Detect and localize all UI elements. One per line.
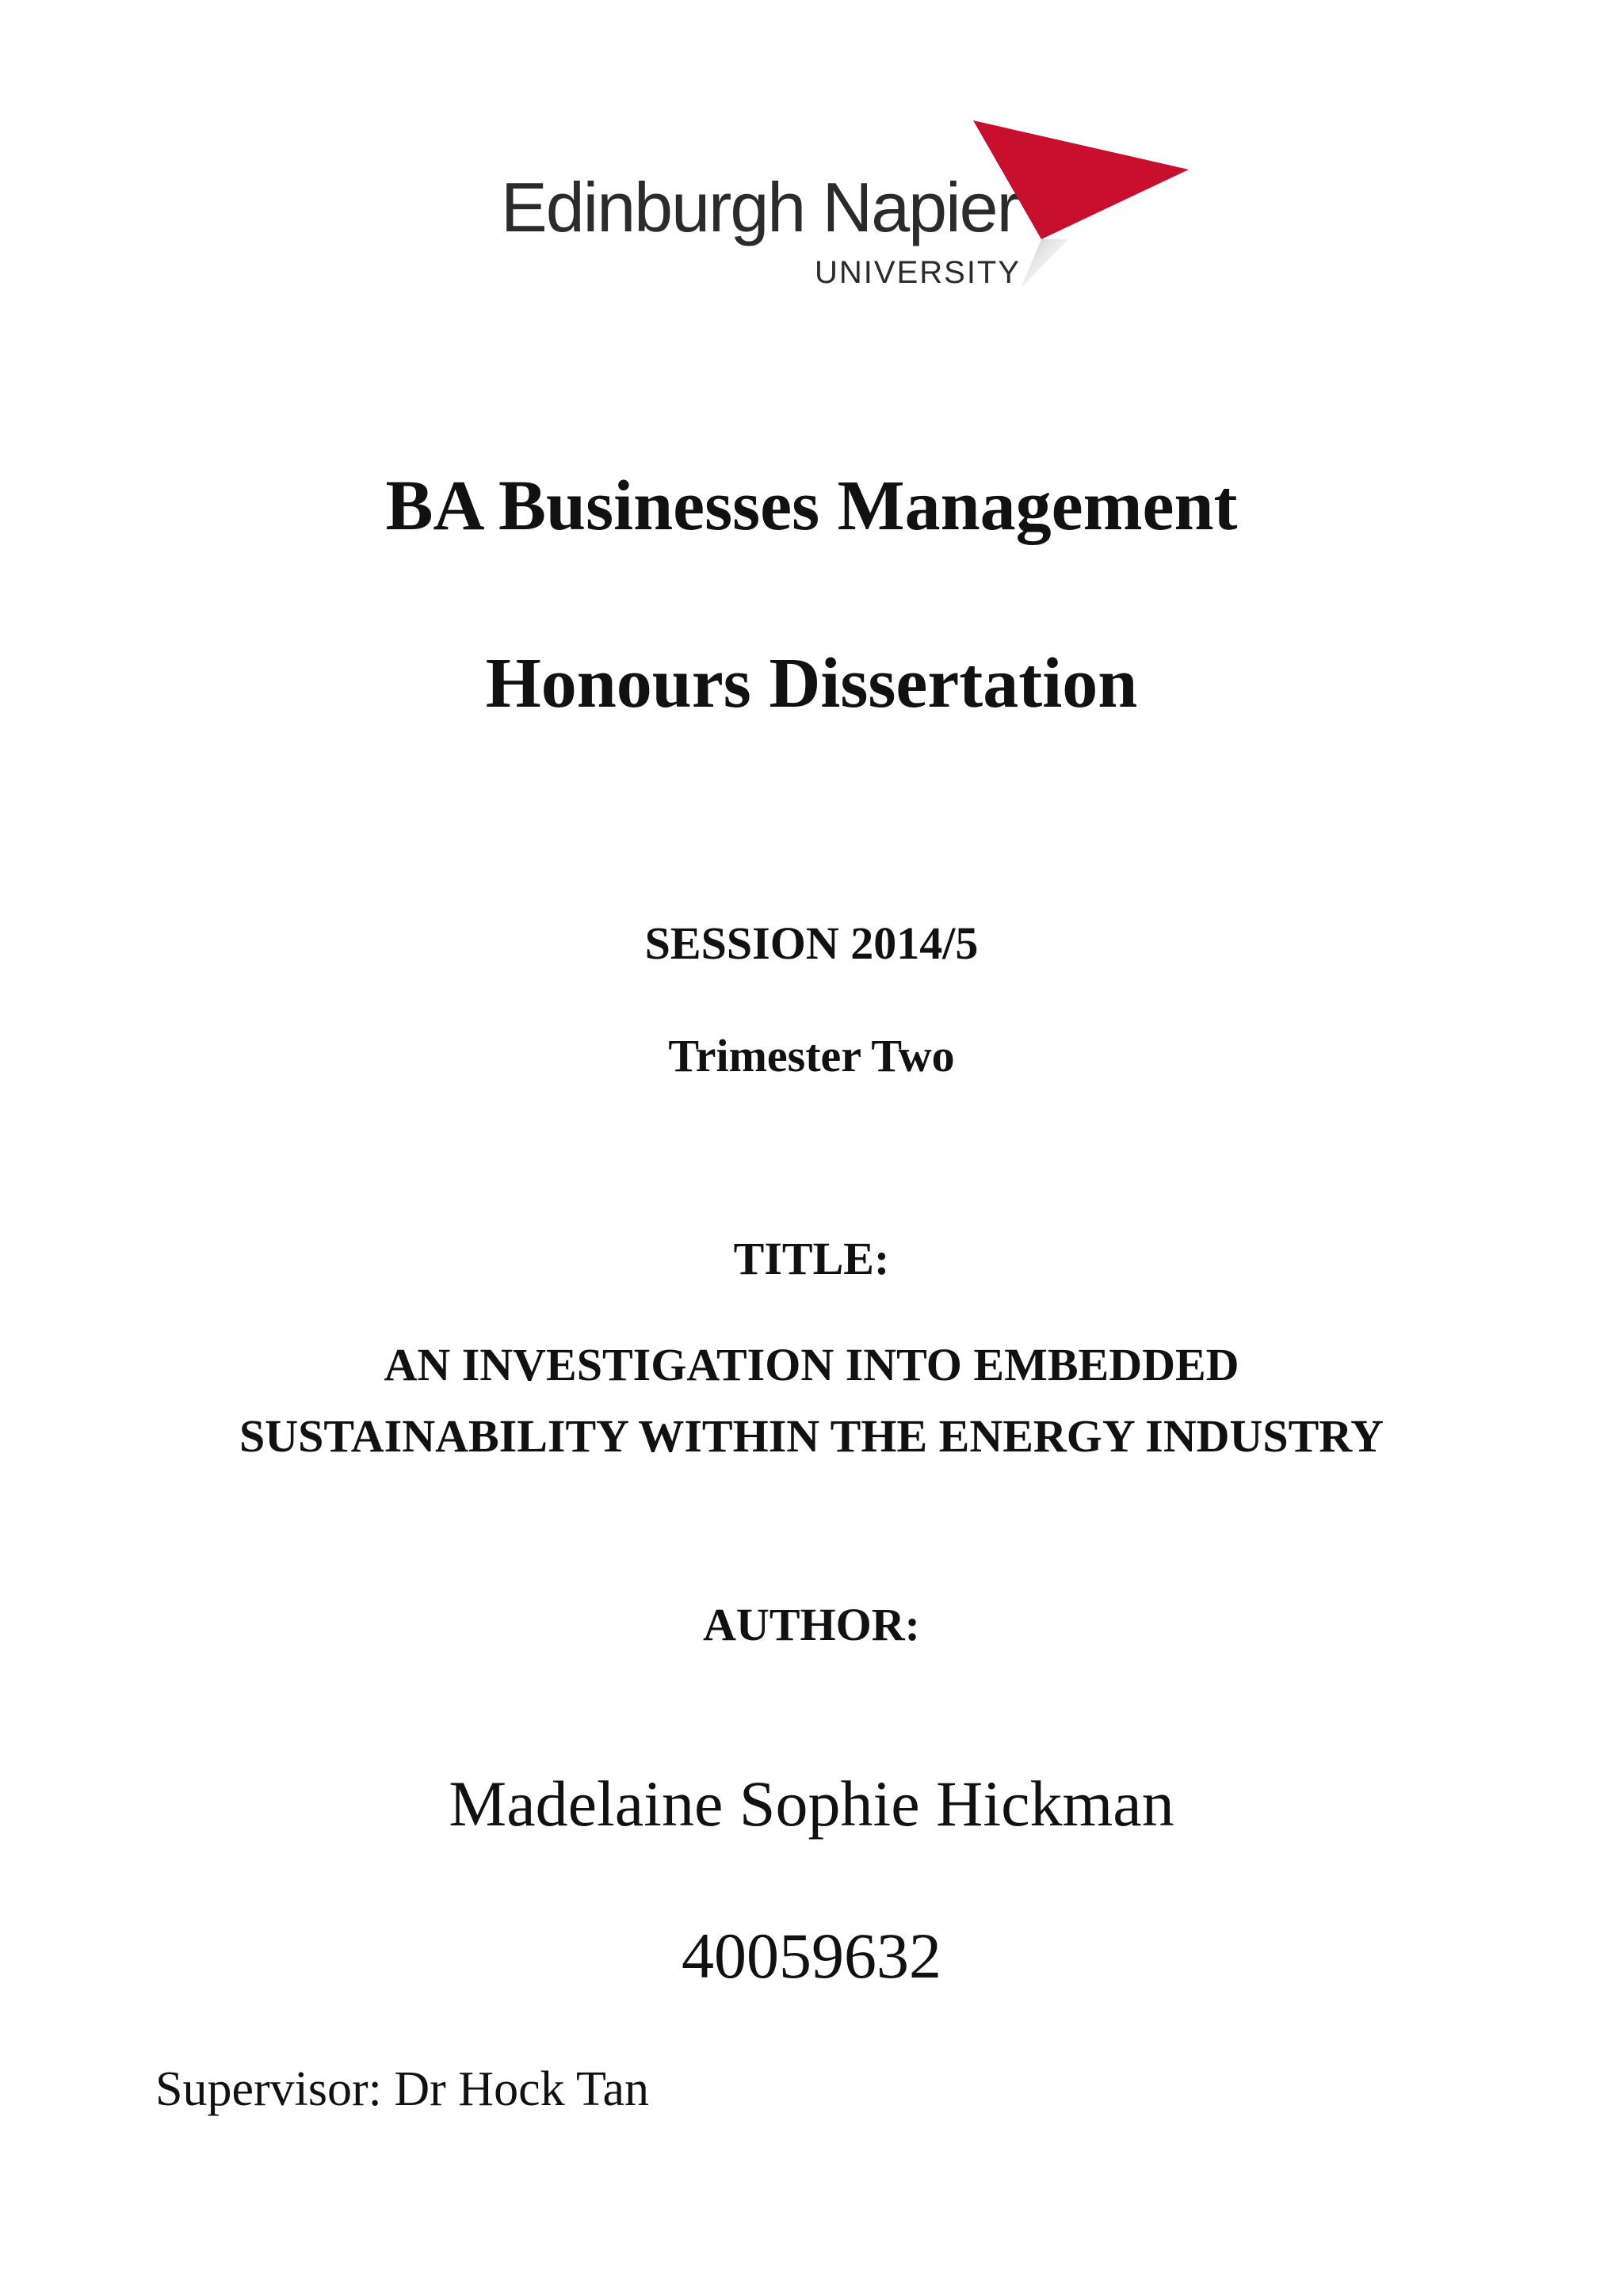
student-id: 40059632 — [682, 1920, 941, 1992]
logo-subtitle: UNIVERSITY — [815, 255, 1022, 290]
logo-wordmark: Edinburgh Napier — [501, 168, 1018, 246]
university-logo — [475, 111, 1189, 317]
author-name: Madelaine Sophie Hickman — [449, 1768, 1174, 1840]
dissertation-heading: Honours Dissertation — [485, 644, 1138, 723]
supervisor-text: Supervisor: Dr Hock Tan — [155, 2062, 650, 2116]
title-line-1: AN INVESTIGATION INTO EMBEDDED — [384, 1339, 1239, 1390]
trimester-text: Trimester Two — [668, 1030, 955, 1081]
title-label: TITLE: — [733, 1233, 890, 1284]
red-flag-icon — [973, 120, 1189, 295]
author-label: AUTHOR: — [703, 1599, 920, 1650]
title-line-2: SUSTAINABILITY WITHIN THE ENERGY INDUSTRY — [239, 1410, 1384, 1462]
programme-heading: BA Businesses Management — [385, 467, 1238, 545]
session-text: SESSION 2014/5 — [644, 917, 979, 969]
